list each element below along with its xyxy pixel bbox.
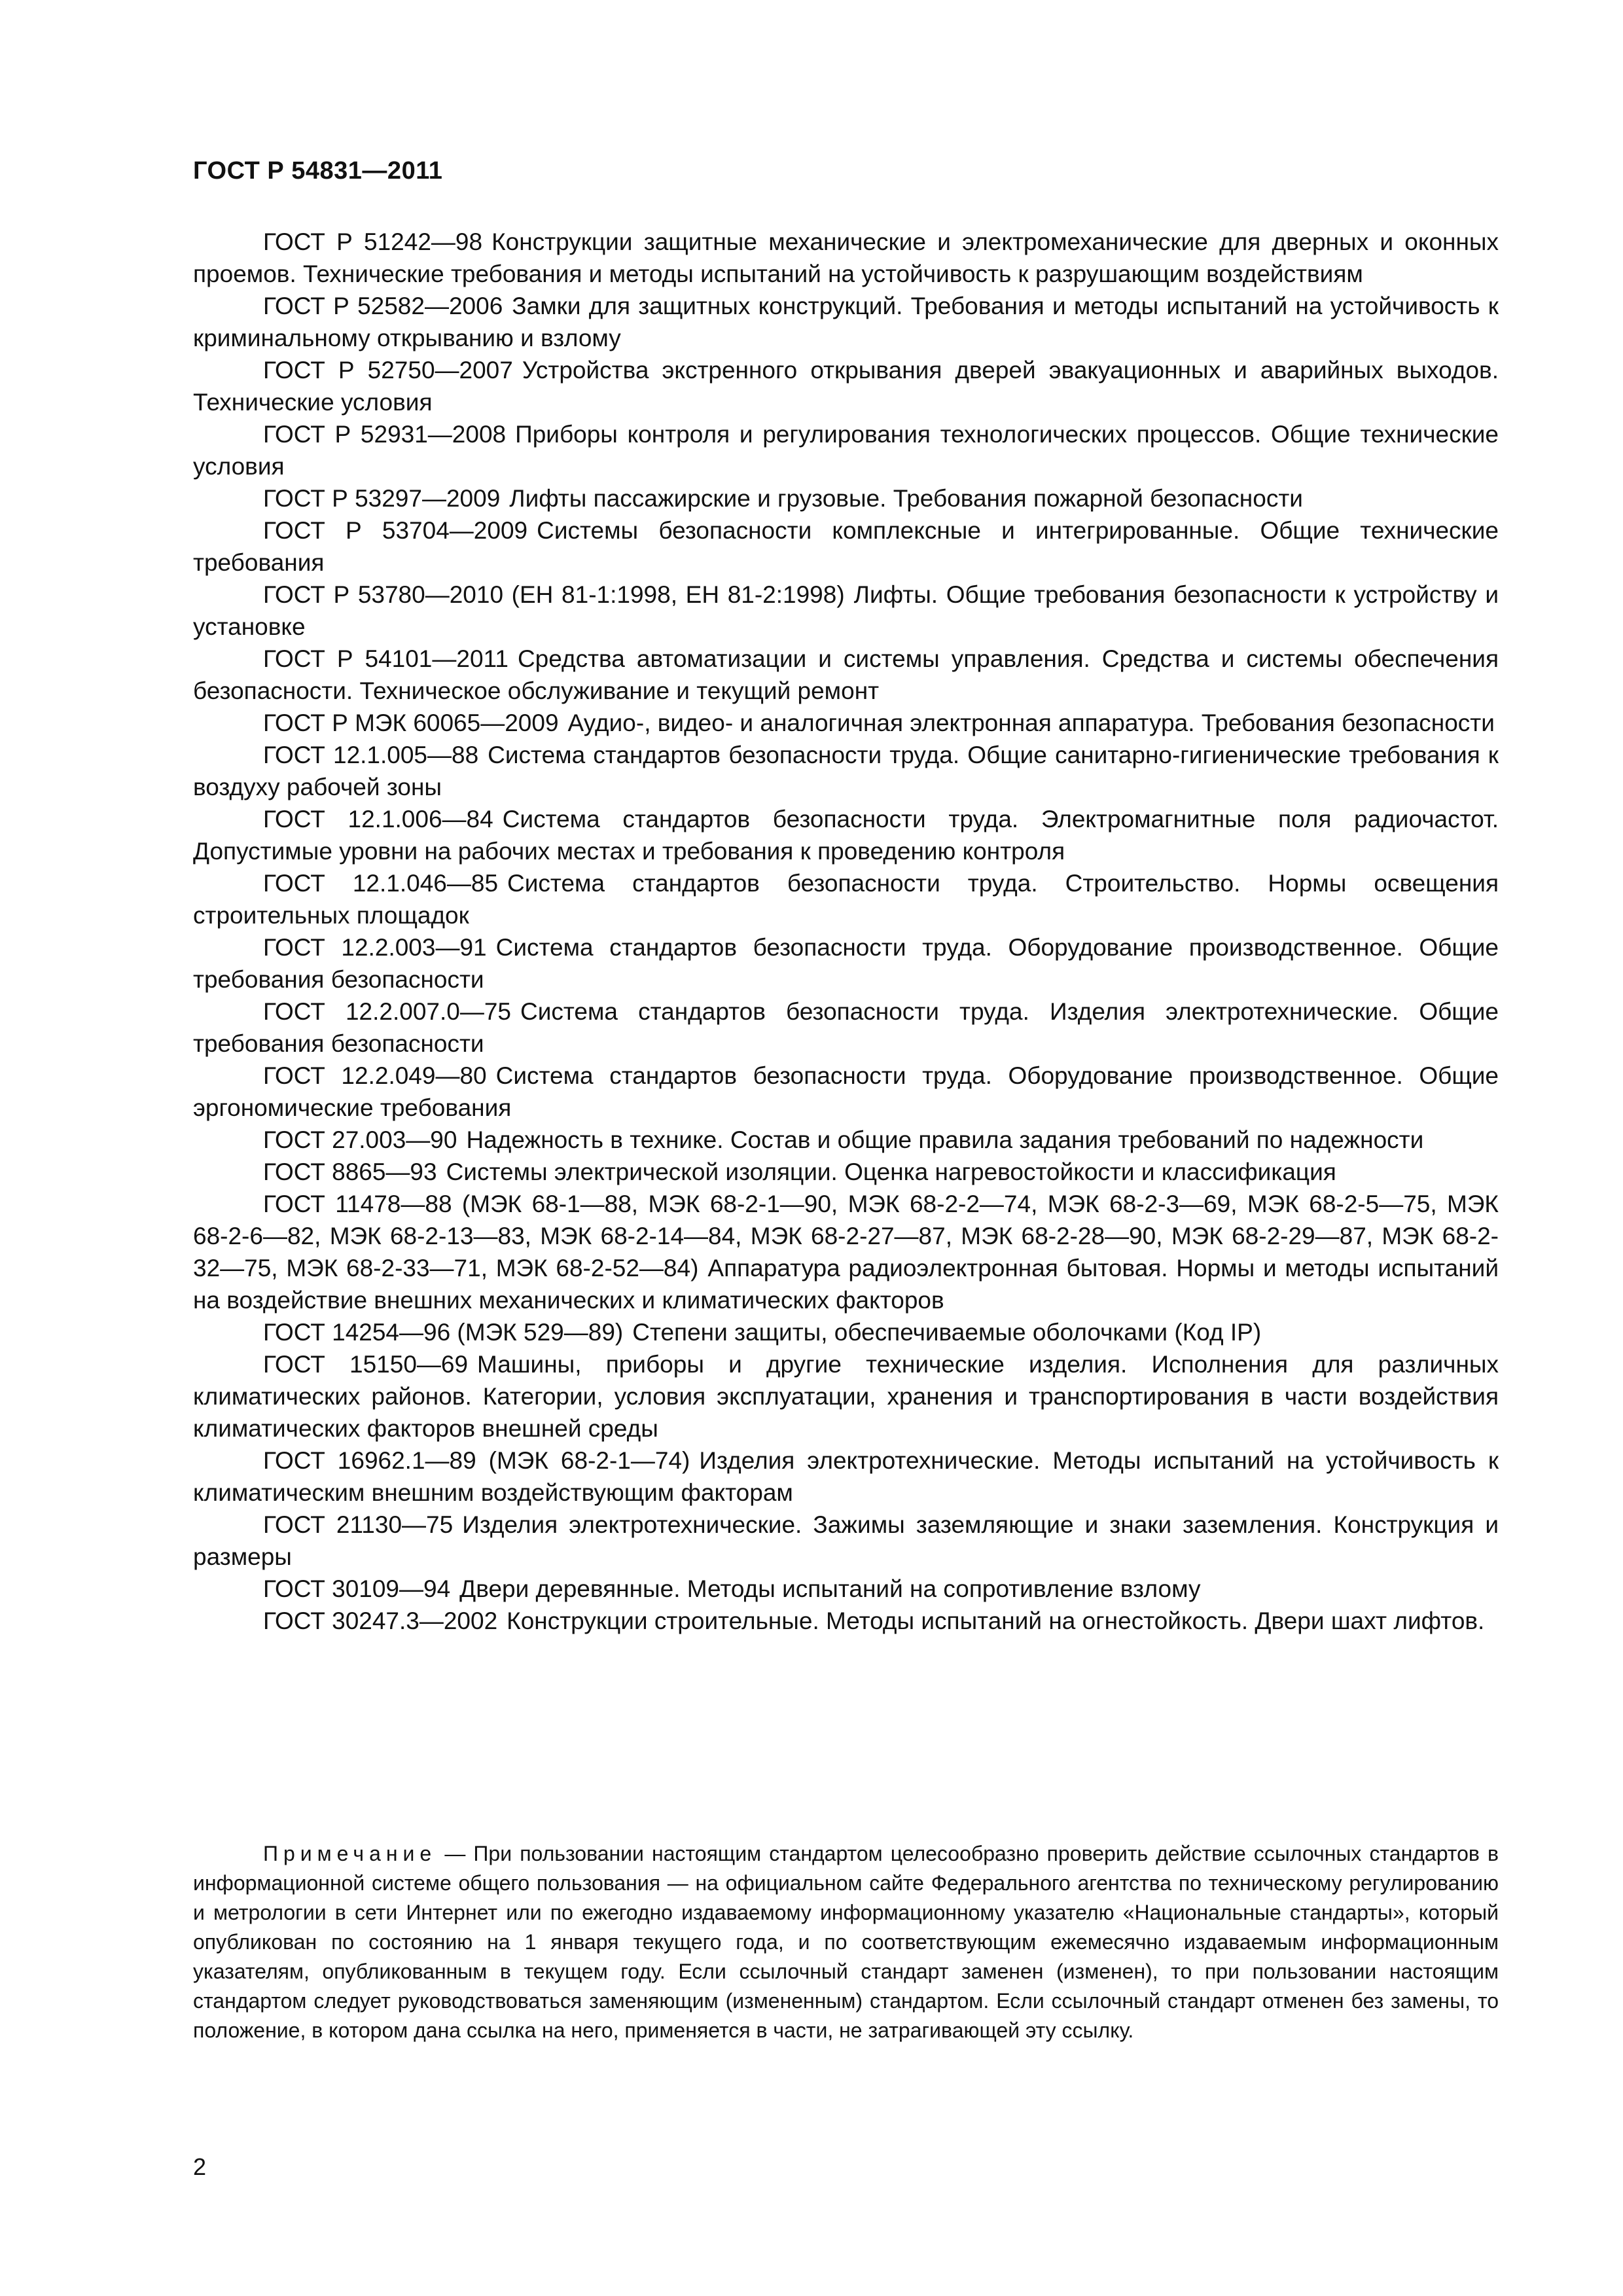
reference-title: Изделия электротехнические. Методы испытаний на устойчивость к климатическим внешним воздействующим факторам [193, 1447, 1499, 1506]
reference-code: ГОСТ 12.2.007.0—75 [263, 998, 511, 1025]
reference-code: ГОСТ Р 52582—2006 [263, 293, 503, 319]
reference-title: Система стандартов безопасности труда. Оборудование производственное. Общие эргономические требования [193, 1062, 1499, 1121]
reference-item [193, 514, 1499, 579]
reference-code: ГОСТ Р 54101—2011 [263, 645, 508, 672]
reference-item [193, 1124, 1499, 1156]
reference-item [193, 739, 1499, 803]
reference-title: Машины, приборы и другие технические изделия. Исполнения для различных климатических районов. Категории, условия эксплуатации, хранения и транспортирования в части воздействия климатических факторов внешней среды [193, 1351, 1499, 1442]
reference-item [193, 996, 1499, 1060]
reference-code: ГОСТ Р 53704—2009 [263, 517, 528, 544]
reference-title: Система стандартов безопасности труда. Электромагнитные поля радиочастот. Допустимые уровни на рабочих местах и требования к проведению контроля [193, 806, 1499, 865]
reference-code: ГОСТ 8865—93 [263, 1158, 437, 1185]
reference-item [193, 931, 1499, 996]
reference-item [193, 707, 1499, 739]
reference-code: ГОСТ 30109—94 [263, 1575, 451, 1602]
reference-item [193, 1060, 1499, 1124]
reference-title: Аудио-, видео- и аналогичная электронная аппаратура. Требования безопасности [567, 709, 1495, 736]
reference-title: Система стандартов безопасности труда. Строительство. Нормы освещения строительных площадок [193, 870, 1499, 929]
reference-item [193, 1156, 1499, 1188]
reference-item [193, 579, 1499, 643]
reference-title: Конструкции защитные механические и электромеханические для дверных и оконных проемов. Технические требования и методы испытаний на устойчивость к разрушающим воздействиям [193, 228, 1499, 287]
page-number: 2 [193, 2153, 207, 2180]
reference-title: Система стандартов безопасности труда. Изделия электротехнические. Общие требования безопасности [193, 998, 1499, 1057]
reference-code: ГОСТ Р 52750—2007 [263, 357, 513, 384]
reference-item [193, 1605, 1499, 1637]
reference-item [193, 1444, 1499, 1509]
reference-code: ГОСТ 12.1.046—85 [263, 870, 499, 897]
reference-code: ГОСТ 27.003—90 [263, 1126, 457, 1153]
reference-title: Аппаратура радиоэлектронная бытовая. Нормы и методы испытаний на воздействие внешних механических и климатических факторов [193, 1255, 1499, 1314]
reference-title: Системы безопасности комплексные и интегрированные. Общие технические требования [193, 517, 1499, 576]
reference-item [193, 482, 1499, 514]
reference-code: ГОСТ 12.2.049—80 [263, 1062, 487, 1089]
reference-title: Конструкции строительные. Методы испытаний на огнестойкость. Двери шахт лифтов. [507, 1607, 1485, 1634]
reference-code: ГОСТ 12.2.003—91 [263, 934, 487, 961]
reference-code: ГОСТ Р 53780—2010 (ЕН 81-1:1998, ЕН 81-2:1998) [263, 581, 845, 608]
reference-item [193, 226, 1499, 290]
reference-item [193, 867, 1499, 931]
reference-title: Системы электрической изоляции. Оценка нагревостойкости и классификация [446, 1158, 1336, 1185]
reference-title: Степени защиты, обеспечиваемые оболочками (Код IP) [632, 1319, 1262, 1346]
note-label: Примечание [263, 1842, 437, 1865]
reference-code: ГОСТ 12.1.006—84 [263, 806, 493, 833]
reference-code: ГОСТ 14254—96 (МЭК 529—89) [263, 1319, 624, 1346]
reference-title: Лифты. Общие требования безопасности к устройству и установке [193, 581, 1499, 640]
reference-code: ГОСТ 21130—75 [263, 1511, 454, 1538]
reference-item [193, 354, 1499, 418]
reference-item [193, 1316, 1499, 1348]
reference-code: ГОСТ Р 51242—98 [263, 228, 483, 255]
reference-title: Приборы контроля и регулирования технологических процессов. Общие технические условия [193, 421, 1499, 480]
reference-item [193, 1509, 1499, 1573]
note-text: При пользовании настоящим стандартом целесообразно проверить действие ссылочных стандартов в информационной системе общего пользования — на официальном сайте Федерального агентства по техническому регулированию и метрологии в сети Интернет или по ежегодно издаваемому информационному указателю «Национальные стандарты», который опубликован по состоянию на 1 января текущего года, и по соответствующим ежемесячно издаваемым информационным указателям, опубликованным в текущем году. Если ссылочный стандарт заменен (изменен), то при пользовании настоящим стандартом следует руководствоваться заменяющим (измененным) стандартом. Если ссылочный стандарт отменен без замены, то положение, в котором дана ссылка на него, применяется в части, не затрагивающей эту ссылку. [193, 1842, 1499, 2042]
reference-code: ГОСТ Р МЭК 60065—2009 [263, 709, 559, 736]
reference-title: Система стандартов безопасности труда. Оборудование производственное. Общие требования безопасности [193, 934, 1499, 993]
reference-title: Средства автоматизации и системы управления. Средства и системы обеспечения безопасности. Техническое обслуживание и текущий ремонт [193, 645, 1499, 704]
reference-item [193, 1348, 1499, 1444]
reference-code: ГОСТ Р 52931—2008 [263, 421, 507, 448]
reference-item [193, 1573, 1499, 1605]
reference-code: ГОСТ 15150—69 [263, 1351, 469, 1378]
reference-item [193, 418, 1499, 482]
reference-code: ГОСТ Р 53297—2009 [263, 485, 501, 512]
note-paragraph [193, 1839, 1499, 2045]
reference-title: Двери деревянные. Методы испытаний на сопротивление взлому [459, 1575, 1201, 1602]
normative-references-list [193, 226, 1499, 1637]
reference-title: Надежность в технике. Состав и общие правила задания требований по надежности [466, 1126, 1424, 1153]
note-dash: — [437, 1842, 474, 1865]
reference-item [193, 643, 1499, 707]
reference-title: Лифты пассажирские и грузовые. Требования пожарной безопасности [509, 485, 1303, 512]
reference-code: ГОСТ 11478—88 (МЭК 68-1—88, МЭК 68-2-1—90, МЭК 68-2-2—74, МЭК 68-2-3—69, МЭК 68-2-5—75, МЭК 68-2-6—82, МЭК 68-2-13—83, МЭК 68-2-14—84, МЭК 68-2-27—87, МЭК 68-2-28—90, МЭК 68-2-29—87, МЭК 68-2-32—75, МЭК 68-2-33—71, МЭК 68-2-52—84) [193, 1191, 1499, 1282]
reference-title: Устройства экстренного открывания дверей эвакуационных и аварийных выходов. Технические условия [193, 357, 1499, 416]
reference-title: Система стандартов безопасности труда. Общие санитарно-гигиенические требования к воздуху рабочей зоны [193, 742, 1499, 800]
reference-item [193, 290, 1499, 354]
reference-code: ГОСТ 12.1.005—88 [263, 742, 479, 768]
reference-title: Замки для защитных конструкций. Требования и методы испытаний на устойчивость к криминальному открыванию и взлому [193, 293, 1499, 351]
reference-code: ГОСТ 16962.1—89 (МЭК 68-2-1—74) [263, 1447, 690, 1474]
page-header-standard-id: ГОСТ Р 54831—2011 [193, 157, 443, 185]
reference-item [193, 1188, 1499, 1316]
reference-item [193, 803, 1499, 867]
reference-code: ГОСТ 30247.3—2002 [263, 1607, 498, 1634]
reference-title: Изделия электротехнические. Зажимы заземляющие и знаки заземления. Конструкция и размеры [193, 1511, 1499, 1570]
